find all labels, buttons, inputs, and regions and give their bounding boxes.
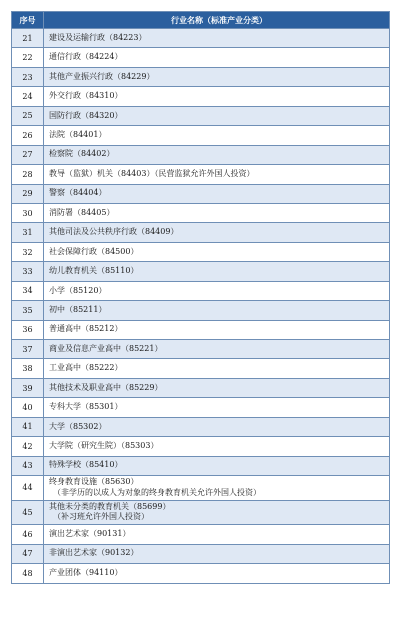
table-row bbox=[12, 437, 389, 456]
row-number: 38 bbox=[12, 359, 44, 377]
industry-name-text: 初中（85211） bbox=[49, 304, 107, 314]
row-number: 25 bbox=[12, 107, 44, 125]
row-number: 32 bbox=[12, 243, 44, 261]
row-industry-name bbox=[44, 340, 389, 358]
table-row bbox=[12, 107, 389, 126]
industry-name-text: 大学院（研究生院）（85303） bbox=[49, 441, 159, 450]
table-row bbox=[12, 165, 389, 184]
row-number: 21 bbox=[12, 29, 44, 47]
row-number: 26 bbox=[12, 126, 44, 144]
row-industry-name bbox=[44, 379, 389, 397]
table-row bbox=[12, 501, 389, 526]
row-industry-name bbox=[44, 126, 389, 144]
industry-name-text: 小学（85120） bbox=[49, 285, 107, 295]
row-number: 27 bbox=[12, 146, 44, 164]
row-number: 29 bbox=[12, 185, 44, 203]
industry-note-text: （补习班允许外国人投资） bbox=[53, 512, 149, 522]
row-industry-name bbox=[44, 501, 389, 525]
row-industry-name bbox=[44, 223, 389, 241]
table-row bbox=[12, 48, 389, 67]
row-industry-name bbox=[44, 359, 389, 377]
row-number: 22 bbox=[12, 48, 44, 66]
row-number: 31 bbox=[12, 223, 44, 241]
industry-name-text: 非演出艺术家（90132） bbox=[49, 548, 139, 558]
row-number: 47 bbox=[12, 545, 44, 563]
table-row bbox=[12, 282, 389, 301]
industry-name-text: 通信行政（84224） bbox=[49, 52, 123, 62]
row-industry-name bbox=[44, 29, 389, 47]
industry-name-text: 特殊学校（85410） bbox=[49, 460, 123, 470]
row-industry-name bbox=[44, 68, 389, 86]
industry-name-text: 幼儿教育机关（85110） bbox=[49, 266, 139, 276]
row-number: 24 bbox=[12, 87, 44, 105]
industry-name-text: 外交行政（84310） bbox=[49, 91, 123, 101]
industry-name-text: 产业团体（94110） bbox=[49, 568, 123, 578]
table-row bbox=[12, 359, 389, 378]
table-row bbox=[12, 398, 389, 417]
row-industry-name bbox=[44, 87, 389, 105]
row-number: 37 bbox=[12, 340, 44, 358]
row-number: 44 bbox=[12, 476, 44, 500]
industry-name-text: 其他司法及公共秩序行政（84409） bbox=[49, 227, 179, 237]
row-industry-name bbox=[44, 243, 389, 261]
row-industry-name bbox=[44, 398, 389, 416]
table-row bbox=[12, 185, 389, 204]
header-name: 行业名称（标准产业分类） bbox=[171, 14, 267, 25]
row-number: 41 bbox=[12, 418, 44, 436]
row-number: 48 bbox=[12, 564, 44, 583]
table-header bbox=[12, 12, 389, 29]
table-row bbox=[12, 379, 389, 398]
row-industry-name bbox=[44, 165, 389, 183]
table-row bbox=[12, 243, 389, 262]
row-number: 35 bbox=[12, 301, 44, 319]
row-number: 34 bbox=[12, 282, 44, 300]
table-row bbox=[12, 29, 389, 48]
industry-name-text: 检察院（84402） bbox=[49, 149, 115, 159]
row-number: 40 bbox=[12, 398, 44, 416]
industry-name-text: 社会保障行政（84500） bbox=[49, 246, 139, 256]
table-row bbox=[12, 87, 389, 106]
row-number: 28 bbox=[12, 165, 44, 183]
table-row bbox=[12, 301, 389, 320]
industry-name-text: 其他产业振兴行政（84229） bbox=[49, 71, 155, 81]
row-number: 30 bbox=[12, 204, 44, 222]
row-industry-name bbox=[44, 146, 389, 164]
industry-name-text: 国防行政（84320） bbox=[49, 110, 123, 120]
industry-name-text: 大学（85302） bbox=[49, 421, 107, 431]
table-row bbox=[12, 223, 389, 242]
industry-name-text: 演出艺术家（90131） bbox=[49, 528, 131, 538]
industry-name-text: 教导（监狱）机关（84403）（民营监狱允许外国人投资） bbox=[49, 168, 255, 178]
industry-name-text: 其他技术及职业高中（85229） bbox=[49, 382, 163, 392]
table-row bbox=[12, 340, 389, 359]
row-number: 39 bbox=[12, 379, 44, 397]
table-row bbox=[12, 457, 389, 476]
table-row bbox=[12, 262, 389, 281]
industry-name-text: 消防署（84405） bbox=[49, 207, 115, 217]
row-industry-name bbox=[44, 185, 389, 203]
industry-name-text: 建设及运输行政（84223） bbox=[49, 32, 147, 42]
row-number: 42 bbox=[12, 437, 44, 455]
table-row bbox=[12, 146, 389, 165]
table-row bbox=[12, 321, 389, 340]
row-industry-name bbox=[44, 282, 389, 300]
row-number: 43 bbox=[12, 457, 44, 475]
industry-name-text: 商业及信息产业高中（85221） bbox=[49, 343, 163, 353]
table-body bbox=[12, 29, 389, 583]
table-row bbox=[12, 476, 389, 501]
table-row bbox=[12, 204, 389, 223]
industry-name-text: 工业高中（85222） bbox=[49, 363, 123, 373]
row-industry-name bbox=[44, 525, 389, 543]
industry-note-text: （非学历的以成人为对象的终身教育机关允许外国人投资） bbox=[53, 487, 261, 497]
industry-name-text: 普通高中（85212） bbox=[49, 324, 123, 334]
row-industry-name bbox=[44, 418, 389, 436]
industry-name-text: 警察（84404） bbox=[49, 188, 107, 198]
industry-table bbox=[11, 11, 390, 584]
row-number: 46 bbox=[12, 525, 44, 543]
industry-name-text: 法院（84401） bbox=[49, 130, 107, 139]
table-row bbox=[12, 68, 389, 87]
header-num: 序号 bbox=[12, 12, 44, 28]
row-industry-name bbox=[44, 107, 389, 125]
row-industry-name bbox=[44, 457, 389, 475]
row-number: 45 bbox=[12, 501, 44, 525]
industry-name-text: 其他未分类的教育机关（85699） bbox=[49, 501, 171, 511]
row-industry-name bbox=[44, 476, 389, 500]
table-row bbox=[12, 418, 389, 437]
industry-name-text: 终身教育设施（85630） bbox=[49, 477, 139, 487]
table-row bbox=[12, 525, 389, 544]
table-row bbox=[12, 564, 389, 583]
row-industry-name bbox=[44, 48, 389, 66]
row-industry-name bbox=[44, 564, 389, 583]
row-industry-name bbox=[44, 545, 389, 563]
industry-name-text: 专科大学（85301） bbox=[49, 402, 123, 412]
row-industry-name bbox=[44, 301, 389, 319]
row-number: 36 bbox=[12, 321, 44, 339]
row-industry-name bbox=[44, 437, 389, 455]
table-row bbox=[12, 545, 389, 564]
row-industry-name bbox=[44, 321, 389, 339]
row-number: 23 bbox=[12, 68, 44, 86]
table-row bbox=[12, 126, 389, 145]
row-industry-name bbox=[44, 204, 389, 222]
row-number: 33 bbox=[12, 262, 44, 280]
row-industry-name bbox=[44, 262, 389, 280]
